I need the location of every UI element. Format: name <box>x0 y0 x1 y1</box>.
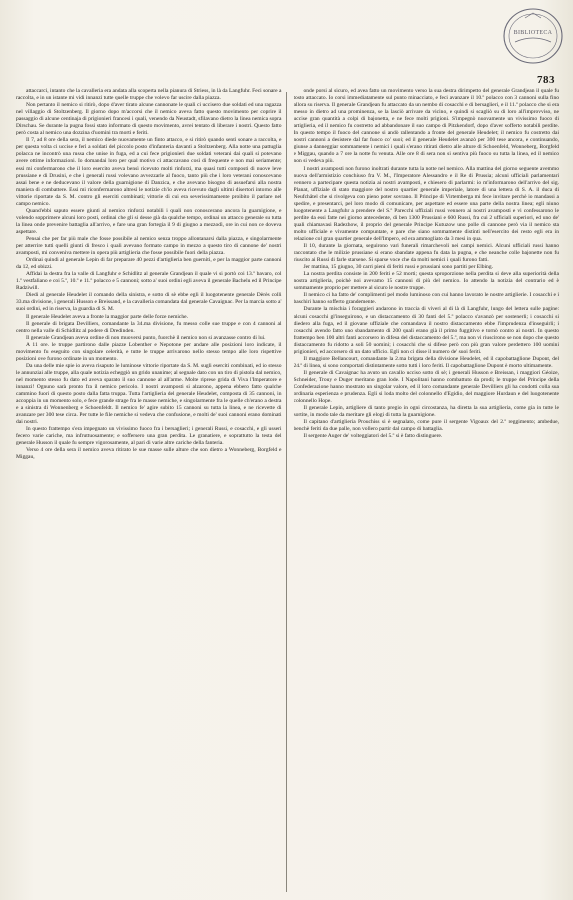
paragraph: Durante la mischia i foraggieri andarono in traccia di viveri al di là di Langfuhr, lungo del lettera sulle pagine: alcuni cosacchi gl'inseguirono, e un distaccamento di 30 fanti del 5.º polacco s'avanzò per sostenerli; i cosacchi si diedero alla fuga, ed il giovane uffiziale che comandava il nostro distaccamento ebbe l'imprudenza d'inseguirli; i cosacchi avendo fatto uno sbandamento di 200 quali erano già il primo fuggitivo e tornò contro ai nostri. In questo frattempo ben 100 altri fanti accorsero in difesa del distaccamento del 5.º, ma non vi riuscirono se non dopo che questo distaccamento fu ridotto a soli 50 uomini; i cosacchi che si difese però con più gran valore perdettero 100 uomini prigionieri, ed accorsero di un dato ufficio. Egli non ci disse il numero de' suoi feriti. <box>293 306 559 355</box>
paragraph: onde porsi al sicuro, ed avea fatto un movimento verso la sua destra dirimpetto del generale Grandjean il quale fu tosto attaccato. Io corsi immediatamente sul punto minacciato, e feci avanzare il 10.º polacco con 3 cannoni sulla fino allora su riserva. Il generale Grandjean fu attaccato da un nembo di cosacchi e di bersaglieri, e il 11.º polacco che si era messo in dietro ad una prominenza, se la lasciò arrivare da vicino, e quindi si scagliò su di loro all'improvviso, ne uccise gran quantità a colpi di bajonetta, e ne fece molti prigioni. S'impegnò nuovamente un vivissimo fuoco di artiglieria, ed il nemico fu costretto ad abbandonare il suo campo di Pitzkendorf, dopo d'aver sofferto notabili perdite. In questo tempo il fuoco del cannone si andò rallentando a fronte del generale Heudelet; il nemico fu costretto dai nostri cannoni a desistere dal far fuoco co' suoi; ed il generale Heudelet avanzò per 300 tese ancora, e continuando, giunse a danneggiar sommamente i nemici i quali s'erano ritirati dietro alle alture di Schoenfeld, Wonneberg, Borgfeld e Miggau, quando a 7 ore la notte fu venuta. Alle ore 8 di sera non si sentiva più fuoco su tutta la linea, ed il nemico non si vedeva più. <box>293 88 559 165</box>
paragraph: La nostra perdita consiste in 200 feriti e 52 morti; questa sproporzione nella perdita si deve alla superiorità della nostra artiglieria, poichè noi avevamo 15 cannoni di più del nemico. Io attendo la notizia del contrario ed è sommamente proprio per mettere al sicuro le nostre truppe. <box>293 271 559 292</box>
paragraph: Il generale Heudelet aveva a fronte la maggior parte delle forze nemiche. <box>26 313 189 320</box>
paragraph: Il capitano d'artiglieria Prouchiss si è segnalato, come pure il sergente Vigoaux del 2.º reggimento; ambedue, benchè feriti da due palle, non vollero partir dal campo di battaglia. <box>293 419 559 433</box>
paragraph: A 11 ore. le truppe partirono dalle piazze Lobenther e Nepotone per andare alle posizioni loro indicate, il movimento fu eseguito con singolare celerità, e tutte le truppe arrivarono nello stesso tempo alle loro rispettive posizioni ove furono ordinate in un momento. <box>16 341 282 362</box>
paragraph: I nostri avamposti non furono inoltrati durante tutta la notte nel nemico. Alla mattina del giorno seguente avemmo nuova dell'armistizio conchiuso fra V. M., l'Imperatore Alessandro e il Re di Prussia; alcuni ufficiali parlamentari vennero a partecipare questa notizia ai nostri avamposti, e chiesero di parlarmi: io m'informarono dell'arrivo del sig. Planat, uffiziale di stato maggiore del nostro quartier generale imperiale, latore di una lettera di S. A. il duca di Neufchâtel che si rivolgeva con pieno poter sovrano. Il Principe di Virtemberga mi fece invitare perchè io mandassi a spedire, e presentarci, pel loro modo di comunicare, per aspettare ed essere una parte della nostra linea; egli niuno luogotenente a Langfuhr a prendere del S.º Parecchi uffiziali russi vennero ai nostri avamposti e vi confessarono le perdite da essi fatte nei giorno antecedente, di ben 1300 Prussiani e 600 Russi, fra cui 2 ufficiali superiori, ed uno de' quali chiamavasi Radezhow, il proprio del generale Principe Kutuzow uno polle di cannone però via il nemico sta molto ufficiale e vivamente compuntate, e pare che siano sommamente distinti nell'esercito dei resto egli era in relazione col gran quartier generale dell'Impero, ed era ammogliato da 3 mesi in qua. <box>293 165 559 242</box>
paragraph: attaccarci, intanto che la cavalleria era andata alla scoperta nella pianura di Striess, in là da Langfuhr. Feci sonare a raccolta, e in un istante mi vidi innanzi tutte quelle truppe che volevo far uscire dalla piazza. <box>16 88 282 102</box>
left-column <box>16 88 282 894</box>
stamp-text: BIBLIOTECA <box>513 30 553 36</box>
paragraph: Verso 4 ore della sera il nemico aveva ritirato le sue masse sulle alture che son dietro a Wonneberg, Borgfeld e Miggau, <box>16 447 282 461</box>
paragraph: Il generale di Cavaignac ha avuto un cavallo ucciso sotto di sè; i generali Husson e Breissan, i maggiori Géoize, Schneider, Trouy e Duger meritano gran lode. I Napolitani hanno combattuto da prodi; le truppe del Principe della Confederazione hanno mostrato un singolar valore, ed il loro comandante generale Devilliers gli ha condotti colla sua ordinaria esperienza e prudenza. Egli si loda molto del colonnello d'Egidio, del maggiore Hurdaun e del luogotenente colonnello Hope. <box>293 369 559 405</box>
paragraph: Il 10, durante la giornata, seguirono vari funerali rimarchevoli nei campi nemici. Alcuni ufficiali russi hanno raccontato che le milizie prussiane si erano sbandate appena fu data la pugna, e che neanche colle bajonette non fu riuscito ai Russi di farle starsene. Si sparse voce che da molti nemici i quali furono fatti. <box>293 243 559 264</box>
paragraph: Il 7, ad 8 ore della sera, il nemico diede nuovamente un finto attacco, e si ritirò quando sentì sonare a raccolta, e per questa volta ci uccise e ferì a soldati del piccolo posto d'infanteria davanti a Stoltzenberg. Alla notte una pattuglia polacca ne incontrò una russa che unise in fuga, ed a cui fece prigionieri due soldati veterani dai quali si potevano avere ottime informazioni. Io domandai loro per qual motivo ci attaccavano così di frequente e non mai seriamente; essi mi confermarono che il loro esercito aveva bensì ricevuto molti rinforzi, ma quasi tutti composti di nuove leve prussiane e di Drusini, e che i generali russi volevano avvezzarle al fuoco, tanto più che i loro veterani conoscevano assai bene e ne deducevano il valore della guarnigione di Danzica, e che avevano bisogno di assuefarsi alla nostra maniera di combattere. Essi mi riconfermarono altresì le notizie ch'io aveva ricevuto dagli ultimi disertori intorno alle vittorie riportate da S. M. contro gli eserciti combinati; vittorie di cui era severissimamente proibito il parlare nel campo nemico. <box>16 137 282 207</box>
paragraph: Affidai la destra fra la valle di Langfuhr e Schidlitz al generale Grandjean il quale vi si portò coi 13.º bavaro, col 1.º vestfaliano e coi 5.º, 10.º e 11.º polacco e 5 cannoni; sotto a' suoi ordini egli aveva il generale Bachelu ed il Principe Radziwill. <box>16 271 282 292</box>
paragraph: Jer mattina, 15 giugno, 30 carri pieni di feriti russi e prussiani sono partiti per Elbing. <box>303 264 493 271</box>
paragraph: Ordinai quindi al generale Lepin di far preparare 40 pezzi d'artiglieria ben guerniti, e per la maggior parte cannoni da 12, ed obizzi. <box>16 257 282 271</box>
paragraph: Il generale Grandjean aveva ordine di non muoversi punto, fuorchè il nemico non si avanzasse contro di lui. <box>26 334 266 341</box>
library-stamp-icon <box>501 4 565 68</box>
page-number: 783 <box>537 74 555 86</box>
right-column <box>294 88 560 894</box>
paragraph: Diedi al generale Heudelet il comando della sinistra, e sotto di sè ebbe egli il luogotenente generale Dèrès colli 33.ma divisione, i generali Husson e Breissand, e la cavalleria comandata dal generale Cavaignac. Per la marcia sotto a' suoi ordini, ed in riserva, la guardia di S. M. <box>16 292 282 313</box>
paragraph: Da una delle mie spie io aveva risaputo le luminose vittorie riportate da S. M. sugli eserciti combinati, ed io stesso le annunziai alle truppe, alla quale notizia echeggiò un grido unanime; al segnale dato con un tiro di pistola dal nemico, nel momento stesso fu dato ed aveva sparato il suo cannone al all'arme. Molte riprese grida di Viva l'Imperatore e innanzi! Ognuno sarà pronto fra il nemico pericolo. I nostri avamposti si alzarono, appena ebbero fatto qualche cammino fuori di questo posto dalla fatta truppa. Tutta l'artiglieria del generale Heudelet, composta di 35 cannoni, in accoppia in un momento solo, e fece grande strage fra le masse nemiche, e singolarmente fra le quelle ch'erano a destra e a sinistra di Wonnenberg e Schoenfeldt. Il nemico fe' agire subito 15 cannoni su tutta la linea, e ne ricevette di avanzare per 300 tese circa. Per tutte le file nemiche si vedeva che confusione, e molti de' suoi cannoni erano dominati dai nostri. <box>16 362 282 426</box>
paragraph: Non pertanto il nemico si ritirò, dopo d'aver tirato alcune cannonate le quali ci uccisero due soldati ed una ragazza nel villaggio di Stoltzenberg. Il giorno dopo m'accorsi che il nemico aveva fatto questo movimento per coprire il passaggio di alcune centinaja di prigionieri francesi i quali, venendo da Neustadt, sfilavano dietro la linea nemica sopra Dirschau. Se durante la pugna fossi stato informato di questo movimento, avrei tentato di liberare i nostri. Questo fatto però costa al nemico una dozzina d'uomini tra morti e feriti. <box>16 102 282 137</box>
paragraph: Quand'ebbi saputo essere giunti al nemico rinforzi notabili i quali non conoscerano ancora la guarnigione, e volendo sopprimere alcuni loro posti, ordinai che gli si desse già da qualche tempo, ordinai un attacco generale su tutta la linea onde prevenire battaglia all'arrivo, e fare una gran fortegia il 9 di giugno a mezzodì, ore in cui non ce doveva aspettare. <box>16 207 282 235</box>
paragraph: Il nemico ci ha fatto de' complimenti pel modo luminoso con cui hanno lavorato le nostre artiglierie. I cosacchi e i baschiri hanno sofferto grandemente. <box>293 292 559 306</box>
paragraph: Il sergente Auger de' volteggiatori del 5.º si è fatto distinguere. <box>303 433 443 440</box>
paragraph: Il generale di brigata Devilliers, comandante la 34.ma divisione, fu messo colle sue truppe e con 4 cannoni al centro nella valle di Schidlitz al podere di Dredinden. <box>16 320 282 334</box>
paragraph: In questo frattempo s'era impegnato un vivissimo fuoco fra i bersaglieri; i generali Russi, e cosacchi, e gli usseri fecero varie cariche, ma infruttuosamente; e soffersero una gran perdita. Le granatiere, e soprattutto la testa del generale Husson il quale fu sempre vigorosamente, al pari di varie altre cariche della fanteria. <box>16 426 282 447</box>
text-columns <box>16 88 559 894</box>
paragraph: Pensai che per far più male che fosse possibile al nemico senza troppo allontanarsi dalla piazza, e singolarmente per atterrire tutti quelli giunti di fresco i quali avevano formato campo in mezzo a questo tiro di cannone de' nostri avamposti, mi conveniva mettere in opera più artiglieria che fosse possibile fuori della piazza. <box>16 235 282 257</box>
paragraph: Il maggiore Bellancourt, comandante la 2.ma brigata della divisione Heudelet, ed il capobattaglione Dupont, del 24.º di linea, si sono comportati distintamente sotto tutti i loro feriti. Il capobattaglione Dupont è morto ultimamente. <box>293 355 559 369</box>
paragraph: Il generale Lepin, artigliere di tanto pregio in ogni circostanza, ha diretta la sua artiglieria, come gia in tutte le sortite, in modo tale da meritare gli elogi di tutta la guarnigione. <box>293 405 559 419</box>
